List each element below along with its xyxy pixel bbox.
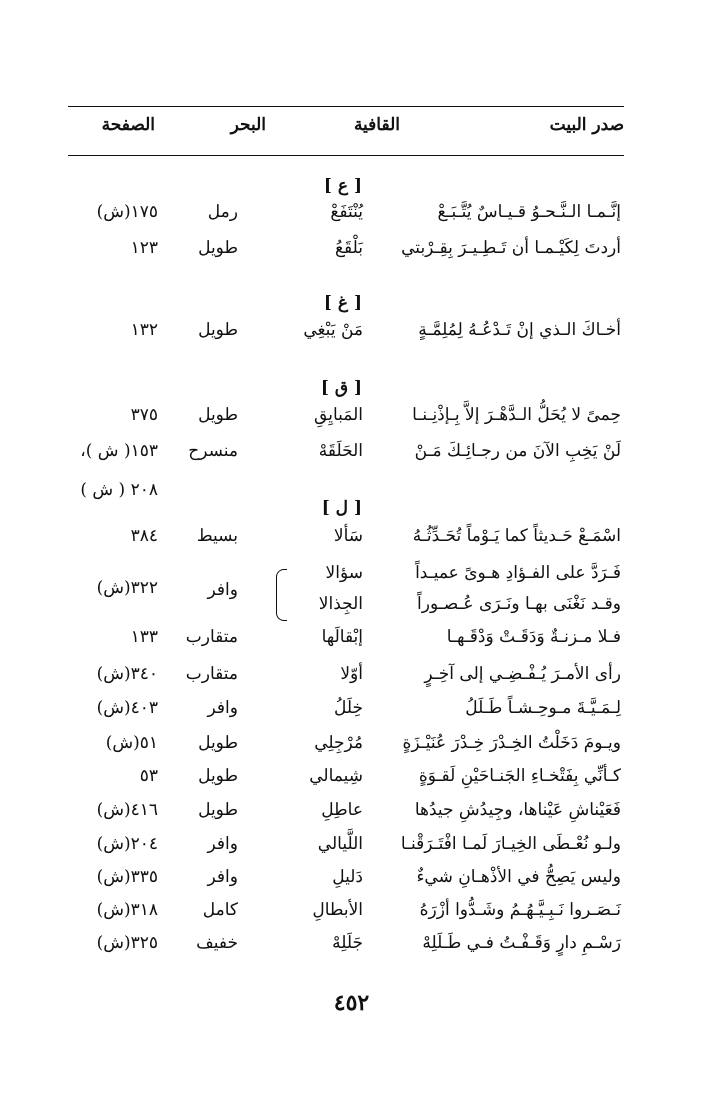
page-cell: ١٣٣ — [130, 627, 158, 647]
rhyme-cell: سؤالا — [325, 563, 363, 583]
meter-cell: طويل — [198, 766, 238, 786]
section-label: [ ع ] — [323, 176, 362, 196]
rhyme-cell: سَألا — [333, 526, 363, 546]
rhyme-cell: اللَّيالي — [317, 834, 363, 854]
verse-cell: وقـد نَغْنَى بهـا ونَـرَى عُـصـوراً — [417, 594, 621, 614]
verse-cell: نَـصَـروا نَـبِـيَّـهُـمُ وشَـدُّوا أزْرَهُ — [419, 900, 621, 920]
page-cell: ١٥٣( ش )، — [80, 441, 158, 461]
verse-cell: فَـرَدَّ على الفـؤادِ هـوىً عميـداً — [415, 563, 621, 583]
verse-cell: ويـومَ دَخَلْتُ الخِـدْرَ خِـدْرَ عُنَيْـزَةٍ — [402, 733, 621, 753]
section-label: [ ق ] — [320, 378, 362, 398]
table-row — [0, 238, 703, 272]
header-rhyme: القافية — [353, 115, 400, 135]
verse-cell: وليس يَصِحُّ في الأذْهـانِ شيءٌ — [416, 867, 621, 887]
rhyme-cell: يُنْتَفَعْ — [330, 202, 363, 222]
meter-cell: طويل — [198, 800, 238, 820]
shared-page-cell: ٣٢٢(ش) — [96, 578, 158, 598]
verse-cell: كـأنِّي بِفَتْخـاءِ الجَنـاحَيْنِ لَقـوَةٍ — [418, 766, 621, 786]
top-rule — [68, 106, 624, 107]
page-cell: ٤١٦(ش) — [96, 800, 158, 820]
rhyme-cell: المَبايِقِ — [314, 405, 363, 425]
header-page: الصفحة — [101, 115, 155, 135]
verse-cell: ولـو نُعْـطَى الخِيـارَ لَمـا افْتَـرَقْنـا — [400, 834, 621, 854]
verse-cell: إنَّـمـا الـنَّـحـوُ قـيـاسٌ يُتَّـبَـعْ — [437, 202, 621, 222]
rhyme-cell: شِيمالي — [309, 766, 363, 786]
verse-cell: فَعَيْناشِ عَيْناها، وجِيدُشِ جيدُها — [414, 800, 621, 820]
rhyme-cell: الجِذالا — [318, 594, 363, 614]
table-row — [0, 933, 703, 967]
rhyme-cell: مَنْ يَبْغِي — [303, 320, 363, 340]
meter-cell: وافر — [207, 698, 238, 718]
verse-cell: حِمىً لا يُحَلُّ الـدَّهْـرَ إلاَّ بِـإذْنِـنـا — [412, 405, 621, 425]
table-header — [68, 115, 624, 143]
rhyme-cell: مُرْجِلِي — [314, 733, 363, 753]
verse-cell: رَسْـمِ دارٍ وَقَـفْـتُ فـي طَـلَلِهْ — [422, 933, 621, 953]
verse-cell: رأى الأمـرَ يُـفْـضِـي إلى آخِـرٍ — [424, 664, 621, 684]
verse-cell: أخـاكَ الـذي إنْ تَـدْعُـهُ لِمُلِمَّـةٍ — [418, 320, 621, 340]
verse-cell: أردتَ لِكَيْـمـا أن تَـطِـيـرَ بِقِـرْبتي — [401, 238, 621, 258]
table-row — [0, 867, 703, 901]
header-meter: البحر — [230, 115, 266, 135]
page-cell: ٣٧٥ — [130, 405, 158, 425]
page-cell: ٣٨٤ — [130, 526, 158, 546]
table-row — [0, 766, 703, 800]
page-cell: ٣١٨(ش) — [96, 900, 158, 920]
rhyme-cell: جَلَلِهْ — [332, 933, 363, 953]
page-cell: ١٧٥(ش) — [96, 202, 158, 222]
meter-cell: متقارب — [185, 627, 238, 647]
page-cell: ٣٤٠(ش) — [96, 664, 158, 684]
meter-cell: وافر — [207, 867, 238, 887]
table-row — [0, 698, 703, 732]
page-cell: ٢٠٤(ش) — [96, 834, 158, 854]
rhyme-cell: دَليلِ — [332, 867, 363, 887]
page-cell: ٥٣ — [139, 766, 158, 786]
rhyme-cell: أوّلا — [340, 664, 363, 684]
verse-cell: فـلا مـزنـةٌ وَدَقَـتْ وَدْقَـهـا — [446, 627, 621, 647]
rhyme-cell: الحَلَقَهْ — [318, 441, 363, 461]
page-cell: ٥١(ش) — [105, 733, 158, 753]
rhyme-cell: بَلْقَعُ — [334, 238, 363, 258]
verse-cell: لِـمَـيَّـةَ مـوحِـشـاً طَـلَلُ — [465, 698, 621, 718]
meter-cell: خفيف — [196, 933, 238, 953]
table-row — [0, 405, 703, 439]
rhyme-cell: خِلَلُ — [333, 698, 363, 718]
meter-cell: كامل — [202, 900, 238, 920]
page-cell: ٣٢٥(ش) — [96, 933, 158, 953]
table-row — [0, 441, 703, 475]
meter-cell: متقارب — [185, 664, 238, 684]
meter-cell: طويل — [198, 405, 238, 425]
table-row — [0, 526, 703, 560]
verse-cell: لَنْ يَخِبِ الآنَ من رجـائِـكَ مَـنْ — [414, 441, 621, 461]
meter-cell: وافر — [207, 834, 238, 854]
table-row — [0, 594, 703, 628]
page-cell: ١٢٣ — [130, 238, 158, 258]
meter-cell: بسيط — [196, 526, 238, 546]
section-label: [ غ ] — [323, 293, 362, 313]
page-cell: ٣٣٥(ش) — [96, 867, 158, 887]
rhyme-cell: عاطِلِ — [321, 800, 363, 820]
table-row — [0, 202, 703, 236]
rhyme-cell: إبْقالَها — [321, 627, 363, 647]
header-rule — [68, 155, 624, 156]
table-row — [0, 800, 703, 834]
brace-bracket — [276, 569, 287, 621]
shared-meter-cell: وافر — [207, 580, 238, 600]
table-row — [0, 834, 703, 868]
rhyme-cell: الأبطالِ — [312, 900, 363, 920]
meter-cell: منسرح — [188, 441, 238, 461]
table-row — [0, 320, 703, 354]
table-row — [0, 733, 703, 767]
section-label: [ ل ] — [321, 498, 362, 518]
meter-cell: طويل — [198, 733, 238, 753]
meter-cell: طويل — [198, 320, 238, 340]
header-verse: صدر البيت — [549, 115, 624, 135]
page-cell: ١٣٢ — [130, 320, 158, 340]
page-cell: ٤٠٣(ش) — [96, 698, 158, 718]
page-number: ٤٥٢ — [333, 990, 370, 1016]
meter-cell: طويل — [198, 238, 238, 258]
table-row — [0, 627, 703, 661]
verse-cell: اسْمَـعْ حَـديثاً كما يَـوْماً تُحَـدِّثُـهُ — [412, 526, 621, 546]
page-cell-continued: ٢٠٨ ( ش ) — [80, 480, 158, 500]
table-row — [0, 664, 703, 698]
table-row — [0, 900, 703, 934]
meter-cell: رمل — [207, 202, 238, 222]
